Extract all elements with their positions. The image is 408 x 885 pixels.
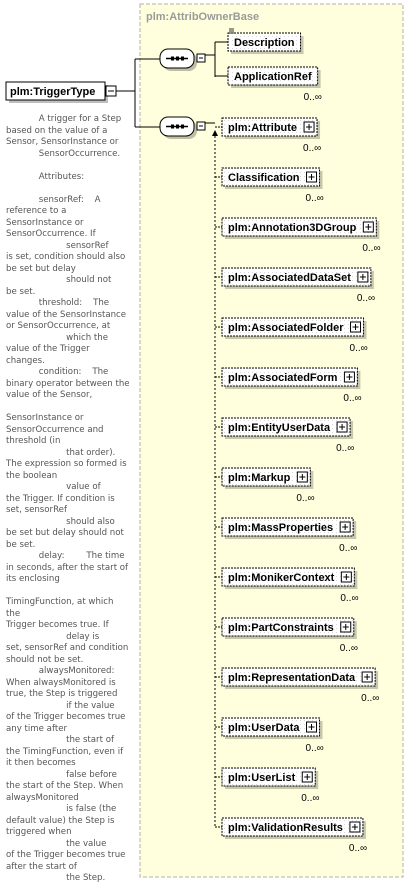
occurrence-label: 0..∞ — [339, 643, 358, 654]
expand-icon[interactable] — [307, 172, 317, 182]
element-label: plm:EntityUserData — [228, 422, 331, 434]
documentation-line: The expression so formed is — [6, 459, 127, 469]
occurrence-label: 0..∞ — [301, 793, 320, 804]
documentation-line: sensorRef — [6, 240, 109, 251]
occurrence-label: 0..∞ — [356, 293, 376, 304]
expand-icon[interactable] — [362, 672, 372, 682]
documentation-line — [6, 586, 130, 598]
occurrence-label: 0..∞ — [303, 92, 322, 103]
occurrence-label: 0..∞ — [305, 743, 324, 754]
occurrence-label: 0..∞ — [340, 593, 359, 604]
documentation-line: the Trigger. If condition is — [6, 493, 115, 504]
root-element-label: plm:TriggerType — [10, 86, 96, 98]
documentation-line: alwaysMonitored — [6, 792, 79, 803]
documentation-text — [6, 114, 130, 885]
occurrence-label: 0..∞ — [361, 693, 380, 704]
root-element[interactable] — [6, 82, 116, 103]
documentation-line: SensorOccurrence. If — [6, 229, 96, 239]
documentation-line: delay: The time — [6, 551, 125, 561]
documentation-line: or SensorOccurrence, at — [6, 321, 111, 331]
documentation-line: the start of the Step. When — [6, 781, 124, 791]
occurrence-label: 0..∞ — [303, 143, 322, 154]
documentation-line: SensorOccurrence. — [6, 148, 121, 159]
documentation-line: threshold: The — [6, 298, 110, 308]
occurrence-label: 0..∞ — [296, 493, 315, 504]
documentation-line: condition: The — [6, 367, 109, 377]
element-label: plm:MonikerContext — [228, 572, 335, 584]
documentation-line: SensorInstance or — [6, 413, 84, 423]
occurrence-label: 0..∞ — [339, 543, 358, 554]
documentation-line: is set, condition should also — [6, 252, 126, 262]
documentation-line: default value) the Step is — [6, 815, 115, 826]
occurrence-label: 0..∞ — [349, 343, 368, 354]
documentation-line: be set. — [6, 539, 36, 550]
documentation-line: set, sensorRef and condition — [6, 643, 129, 653]
element-label: plm:PartConstraints — [228, 622, 334, 634]
documentation-line: in seconds, after the start of — [6, 562, 129, 573]
element-label: plm:MassProperties — [228, 522, 334, 534]
documentation-line: TimingFunction, at which the — [6, 597, 117, 619]
documentation-line: changes. — [6, 355, 45, 366]
expand-icon[interactable] — [304, 122, 314, 132]
occurrence-label: 0..∞ — [336, 443, 355, 454]
expand-icon[interactable] — [350, 822, 360, 832]
documentation-line: be set. — [6, 286, 36, 297]
documentation-line: sensorRef: A — [6, 194, 101, 205]
documentation-line: false before — [6, 769, 117, 780]
documentation-line: binary operator between the — [6, 378, 130, 389]
documentation-line: which the — [6, 332, 108, 343]
expand-icon[interactable] — [341, 572, 351, 582]
documentation-line: that order). — [6, 447, 116, 458]
documentation-line: value of the SensorInstance — [6, 309, 127, 320]
element-label: plm:AssociatedForm — [228, 372, 338, 384]
documentation-line: the TimingFunction, even if — [6, 746, 124, 757]
expand-icon[interactable] — [307, 722, 317, 732]
expand-icon[interactable] — [337, 422, 347, 432]
expand-icon[interactable] — [341, 622, 351, 632]
expand-icon[interactable] — [344, 372, 354, 382]
element-label: Classification — [228, 172, 300, 184]
documentation-line: triggered when — [6, 827, 72, 837]
documentation-line: the boolean — [6, 470, 58, 481]
occurrence-label: 0..∞ — [305, 193, 324, 204]
element-label: Description — [234, 37, 295, 49]
element-label: plm:UserData — [228, 722, 300, 734]
documentation-line: Trigger becomes true. If — [6, 620, 109, 630]
expand-icon[interactable] — [302, 772, 312, 782]
documentation-line: after the start of — [6, 861, 77, 872]
documentation-line: is false (the — [6, 804, 117, 814]
element-label: plm:Annotation3DGroup — [228, 222, 357, 234]
documentation-line: the value — [6, 838, 107, 849]
documentation-line: SensorOccurrence and — [6, 424, 104, 435]
documentation-line: be set but delay should not — [6, 528, 124, 538]
element-label: plm:Markup — [228, 472, 291, 484]
documentation-line: When alwaysMonitored is — [6, 677, 116, 688]
expand-icon[interactable] — [358, 272, 368, 282]
documentation-line: true, the Step is triggered — [6, 689, 118, 699]
documentation-line: delay is — [6, 631, 100, 642]
documentation-line: A trigger for a Step — [6, 114, 122, 124]
documentation-line: should not be set. — [6, 654, 84, 665]
documentation-line: the start of — [6, 735, 114, 745]
documentation-line — [6, 183, 130, 195]
element-label: plm:ValidationResults — [228, 822, 343, 834]
element-label: plm:AssociatedFolder — [228, 322, 344, 334]
element-label: plm:AssociatedDataSet — [228, 272, 351, 284]
expand-icon[interactable] — [351, 322, 361, 332]
occurrence-label: 0..∞ — [348, 843, 368, 854]
element-label: plm:UserList — [228, 772, 296, 784]
documentation-line: SensorInstance or — [6, 217, 84, 228]
element-label: plm:Attribute — [228, 122, 298, 134]
documentation-line: value of the Trigger — [6, 344, 90, 354]
expand-icon[interactable] — [340, 522, 350, 532]
documentation-line: should also — [6, 516, 115, 527]
occurrence-label: 0..∞ — [362, 243, 381, 254]
documentation-line: threshold (in — [6, 436, 61, 446]
group-title: plm:AttribOwnerBase — [146, 11, 260, 23]
documentation-line: it then becomes — [6, 758, 76, 768]
documentation-line: be set but delay — [6, 263, 76, 274]
documentation-line: its enclosing — [6, 574, 60, 584]
element-label: plm:RepresentationData — [228, 672, 356, 684]
occurrence-label: 0..∞ — [343, 393, 362, 404]
documentation-line: alwaysMonitored: — [6, 666, 115, 676]
documentation-line: if the value — [6, 700, 115, 711]
documentation-line: of the Trigger becomes true — [6, 712, 126, 722]
expand-icon[interactable] — [363, 222, 373, 232]
documentation-line: value of — [6, 482, 101, 492]
documentation-line: based on the value of a — [6, 125, 108, 136]
documentation-line: Attributes: — [6, 171, 85, 182]
documentation-line: set, sensorRef — [6, 505, 67, 515]
documentation-line: of the Trigger becomes true — [6, 850, 126, 860]
documentation-line: reference to a — [6, 206, 67, 216]
expand-icon[interactable] — [297, 472, 307, 482]
documentation-line: any time after — [6, 723, 68, 734]
documentation-line: should not — [6, 275, 112, 285]
documentation-line: Sensor, SensorInstance or — [6, 137, 119, 147]
documentation-line: value of the Sensor, — [6, 390, 93, 400]
documentation-line — [6, 402, 130, 414]
element-label: ApplicationRef — [234, 71, 312, 83]
documentation-line — [6, 160, 130, 172]
documentation-line: the Step. — [6, 873, 106, 883]
